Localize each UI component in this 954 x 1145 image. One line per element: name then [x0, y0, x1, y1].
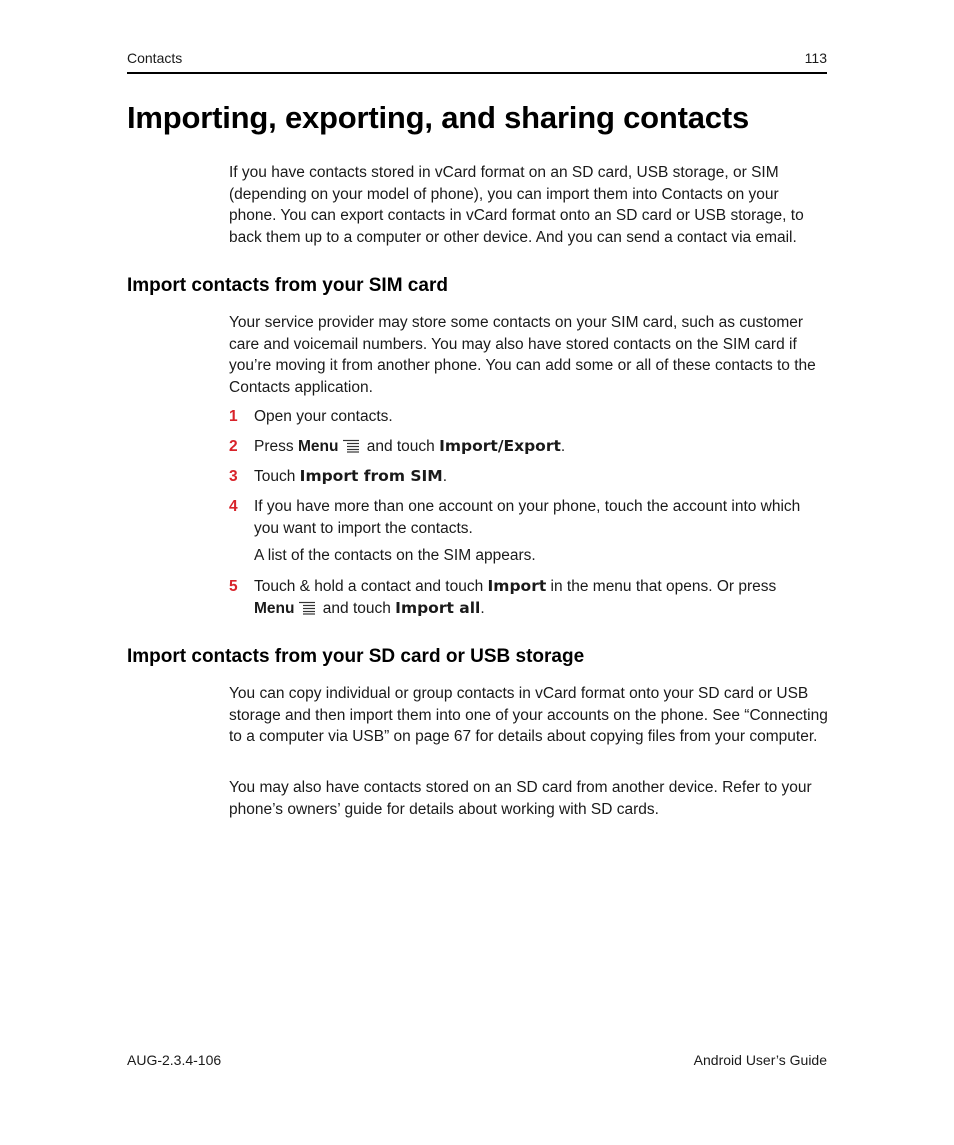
step-text	[254, 576, 829, 619]
sd-paragraph-1: You can copy individual or group contacts in vCard format onto your SD card or USB storage and then import them into one of your accounts on the phone. See “Connecting to a computer via USB” on page 67 for details about copying files from your computer.	[229, 685, 828, 745]
page-title: Importing, exporting, and sharing contacts	[127, 100, 749, 135]
step-text: Open your contacts.	[254, 408, 393, 425]
step-text-pre: Touch	[254, 468, 300, 485]
ui-term-import-export: Import/Export	[439, 437, 561, 455]
sd-section-heading: Import contacts from your SD card or USB storage	[127, 646, 585, 667]
step-number: 4	[229, 498, 238, 515]
step-number: 3	[229, 468, 238, 485]
sim-paragraph: Your service provider may store some contacts on your SIM card, such as customer care and voicemail numbers. You may also have stored contacts on the SIM card if you’re moving it from another phone. You can add some or all of these contacts to the Contacts application.	[229, 314, 816, 396]
step-text-post: .	[560, 438, 566, 455]
step-number: 2	[229, 438, 238, 455]
menu-lines-icon	[298, 601, 316, 615]
step-text	[254, 466, 829, 488]
header-page-number: 113	[804, 50, 827, 66]
menu-label: Menu	[297, 438, 339, 455]
step-text-mid2: and touch	[318, 599, 396, 617]
step-text-mid: and touch	[362, 438, 440, 455]
page-header	[127, 48, 827, 74]
step-number: 5	[229, 578, 238, 595]
step-text-post: .	[442, 468, 448, 485]
footer-guide-title: Android User’s Guide	[693, 1052, 827, 1068]
header-section-title: Contacts	[127, 50, 183, 66]
footer-doc-id: AUG-2.3.4-106	[127, 1052, 222, 1068]
intro-paragraph: If you have contacts stored in vCard format on an SD card, USB storage, or SIM (depending on your model of phone), you can import them into Contacts on your phone. You can export contacts in vCard format onto an SD card or USB storage, to back them up to a computer or other device. And you can send a contact via email.	[229, 164, 804, 246]
step-text-post: .	[480, 599, 485, 617]
ui-term-import-from-sim: Import from SIM	[299, 467, 443, 485]
ui-term-import: Import	[487, 577, 547, 595]
menu-label: Menu	[254, 599, 295, 617]
sd-paragraph-2: You may also have contacts stored on an SD card from another device. Refer to your phone’s owners’ guide for details about working with SD cards.	[229, 779, 812, 818]
step-4-note: A list of the contacts on the SIM appears.	[254, 547, 536, 564]
step-text-pre: Press	[254, 438, 298, 455]
step-text-mid: in the menu that opens. Or press	[546, 578, 777, 595]
step-text-pre: Touch & hold a contact and touch	[254, 578, 488, 595]
menu-lines-icon	[342, 439, 360, 453]
step-number: 1	[229, 408, 238, 425]
step-text: If you have more than one account on your phone, touch the account into which you want to import the contacts.	[254, 498, 801, 537]
step-text	[254, 436, 829, 458]
ui-term-import-all: Import all	[395, 598, 481, 617]
sim-section-heading: Import contacts from your SIM card	[127, 275, 448, 296]
